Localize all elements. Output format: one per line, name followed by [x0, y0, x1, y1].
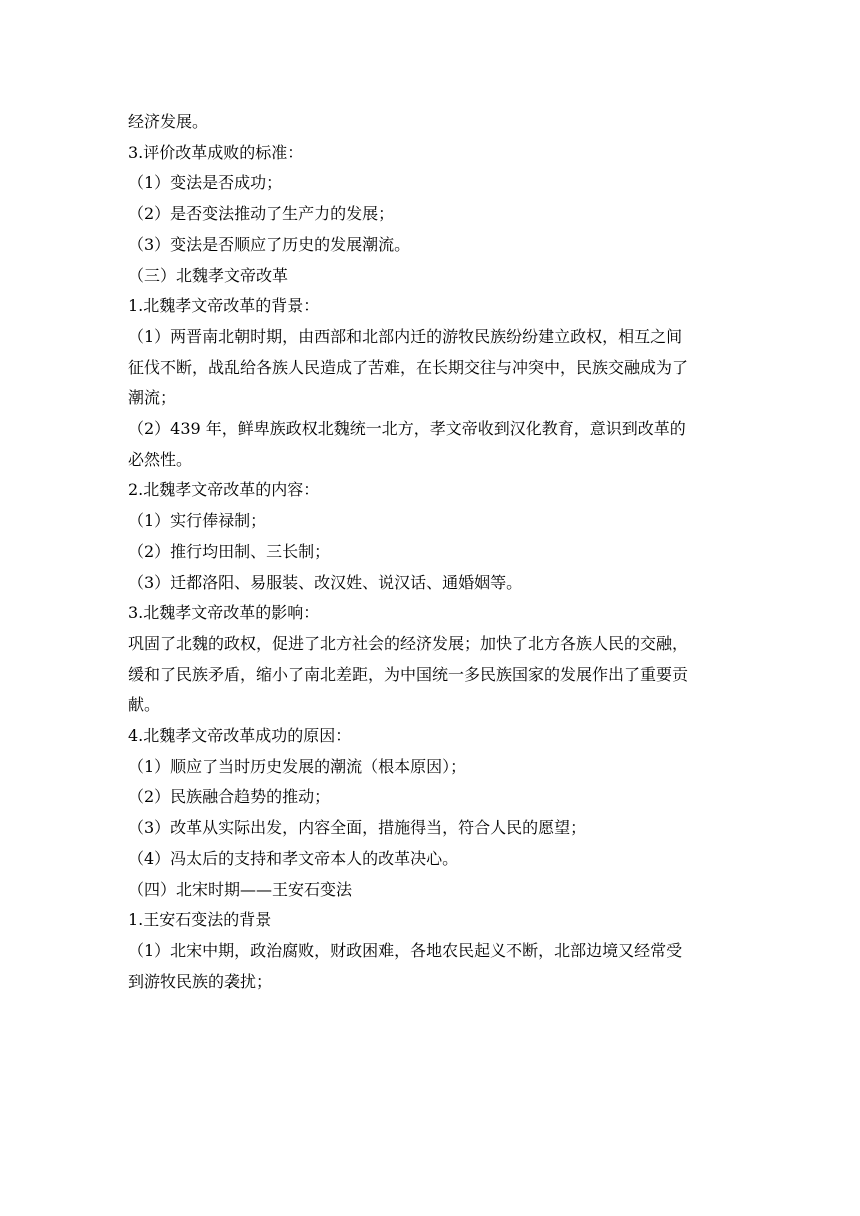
- text-line: 征伐不断，战乱给各族人民造成了苦难，在长期交往与冲突中，民族交融成为了: [128, 357, 689, 377]
- text-line: 缓和了民族矛盾，缩小了南北差距，为中国统一多民族国家的发展作出了重要贡: [128, 664, 689, 684]
- text-line: 潮流；: [128, 388, 177, 408]
- text-line: 经济发展。: [128, 112, 209, 131]
- text-line: 到游牧民族的袭扰；: [128, 971, 273, 991]
- list-item: （3）变法是否顺应了历史的发展潮流。: [128, 234, 411, 254]
- section-heading: 2.北魏孝文帝改革的内容：: [128, 480, 320, 500]
- list-item: （3）改革从实际出发，内容全面，措施得当，符合人民的愿望；: [128, 818, 587, 838]
- list-item: （3）迁都洛阳、易服装、改汉姓、说汉话、通婚姻等。: [128, 572, 523, 592]
- list-item: （2）推行均田制、三长制；: [128, 541, 331, 561]
- section-heading: 3.评价改革成败的标准：: [128, 142, 304, 162]
- text-line: 献。: [128, 695, 161, 715]
- chapter-heading: （四）北宋时期——王安石变法: [128, 879, 353, 899]
- text-line: 必然性。: [128, 449, 193, 469]
- section-heading: 4.北魏孝文帝改革成功的原因：: [128, 726, 352, 746]
- list-item: （1）两晋南北朝时期，由西部和北部内迁的游牧民族纷纷建立政权，相互之间: [128, 326, 683, 346]
- document-page: [128, 107, 736, 997]
- list-item: （2）民族融合趋势的推动；: [128, 787, 331, 807]
- list-item: （1）实行俸禄制；: [128, 511, 267, 531]
- list-item: （2）439 年，鲜卑族政权北魏统一北方，孝文帝收到汉化教育，意识到改革的: [128, 419, 686, 439]
- list-item: （4）冯太后的支持和孝文帝本人的改革决心。: [128, 848, 459, 868]
- section-heading: 1.王安石变法的背景: [128, 910, 272, 930]
- list-item: （2）是否变法推动了生产力的发展；: [128, 204, 395, 224]
- text-line: 巩固了北魏的政权，促进了北方社会的经济发展；加快了北方各族人民的交融，: [128, 633, 689, 653]
- list-item: （1）北宋中期，政治腐败，财政困难，各地农民起义不断，北部边境又经常受: [128, 940, 683, 960]
- section-heading: 3.北魏孝文帝改革的影响：: [128, 603, 320, 623]
- list-item: （1）顺应了当时历史发展的潮流（根本原因）；: [128, 756, 467, 776]
- chapter-heading: （三）北魏孝文帝改革: [128, 265, 289, 285]
- list-item: （1）变法是否成功；: [128, 173, 283, 193]
- section-heading: 1.北魏孝文帝改革的背景：: [128, 296, 320, 316]
